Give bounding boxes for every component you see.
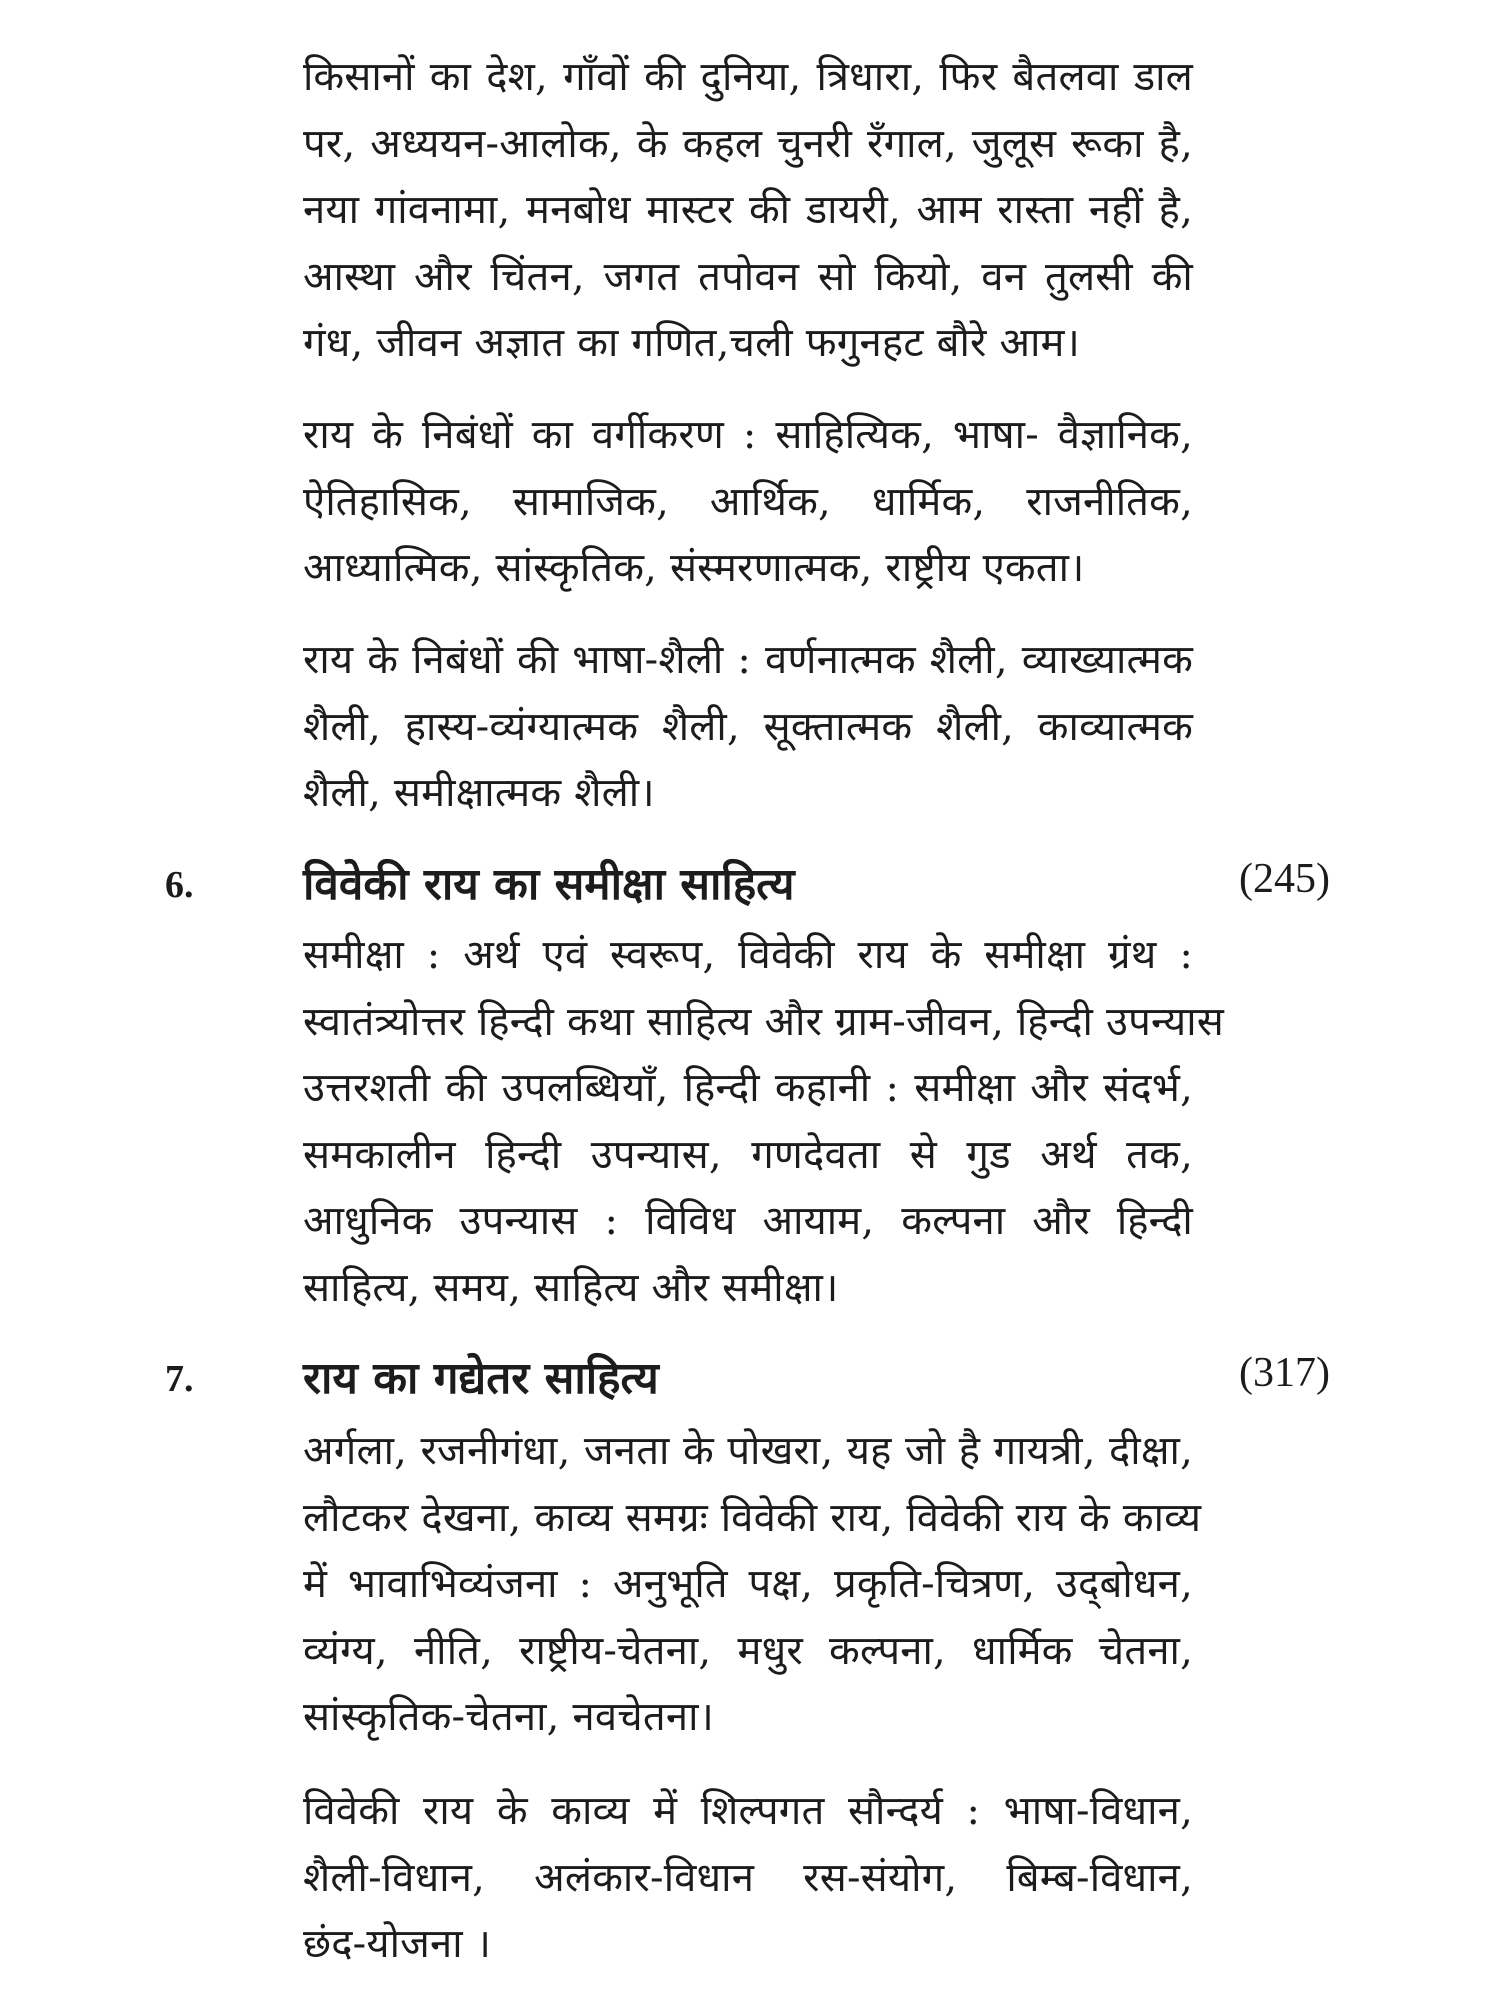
section-page-number: (245) [1239, 856, 1330, 902]
text-line: समकालीन हिन्दी उपन्यास, गणदेवता से गुड अर्थ तक, [303, 1131, 1193, 1178]
text-line: छंद-योजना । [303, 1921, 492, 1967]
text-line: में भावाभिव्यंजना : अनुभूति पक्ष, प्रकृति-चित्रण, उद्‌बोधन, [303, 1561, 1193, 1607]
section-page-number: (317) [1239, 1350, 1330, 1396]
text-line: समीक्षा : अर्थ एवं स्वरूप, विवेकी राय के समीक्षा ग्रंथ : [303, 932, 1193, 978]
text-line: लौटकर देखना, काव्य समग्रः विवेकी राय, विवेकी राय के काव्य [303, 1494, 1202, 1541]
section-paragraph [303, 1418, 1202, 1751]
text-line: उत्तरशती की उपलब्धियाँ, हिन्दी कहानी : समीक्षा और संदर्भ, [303, 1065, 1193, 1111]
intro-paragraph-style [303, 627, 1193, 827]
text-line: पर, अध्ययन-आलोक, के कहल चुनरी रँगाल, जुलूस रूका है, [303, 120, 1193, 167]
text-line: राय के निबंधों की भाषा-शैली : वर्णनात्मक शैली, व्याख्यात्मक [303, 637, 1193, 683]
text-line: गंध, जीवन अज्ञात का गणित,चली फगुनहट बौरे आम। [303, 320, 1081, 366]
text-line: साहित्य, समय, साहित्य और समीक्षा। [303, 1264, 839, 1311]
text-line: अर्गला, रजनीगंधा, जनता के पोखरा, यह जो है गायत्री, दीक्षा, [303, 1428, 1193, 1474]
section-paragraph [303, 1778, 1193, 1978]
text-line: विवेकी राय के काव्य में शिल्पगत सौन्दर्य : भाषा-विधान, [303, 1788, 1193, 1834]
text-line: राय के निबंधों का वर्गीकरण : साहित्यिक, भाषा- वैज्ञानिक, [303, 412, 1193, 458]
text-line: सांस्कृतिक-चेतना, नवचेतना। [303, 1694, 715, 1740]
text-line: स्वातंत्र्योत्तर हिन्दी कथा साहित्य और ग्राम-जीवन, हिन्दी उपन्यास [303, 998, 1225, 1045]
section-number: 6. [165, 864, 194, 906]
text-line: आध्यात्मिक, सांस्कृतिक, संस्मरणात्मक, राष्ट्रीय एकता। [303, 545, 1085, 591]
text-line: शैली, समीक्षात्मक शैली। [303, 770, 655, 816]
text-line: किसानों का देश, गाँवों की दुनिया, त्रिधारा, फिर बैतलवा डाल [303, 54, 1193, 100]
text-line: शैली-विधान, अलंकार-विधान रस-संयोग, बिम्ब-विधान, [303, 1854, 1193, 1901]
text-line: व्यंग्य, नीति, राष्ट्रीय-चेतना, मधुर कल्पना, धार्मिक चेतना, [303, 1627, 1193, 1674]
section-title: विवेकी राय का समीक्षा साहित्य [303, 859, 795, 910]
text-line: ऐतिहासिक, सामाजिक, आर्थिक, धार्मिक, राजनीतिक, [303, 478, 1193, 525]
section-title: राय का गद्येतर साहित्य [303, 1353, 659, 1404]
section-number: 7. [165, 1358, 194, 1400]
text-line: शैली, हास्य-व्यंग्यात्मक शैली, सूक्तात्मक शैली, काव्यात्मक [303, 703, 1193, 750]
text-line: नया गांवनामा, मनबोध मास्टर की डायरी, आम रास्ता नहीं है, [303, 187, 1193, 233]
intro-paragraph-works [303, 44, 1193, 377]
text-line: आधुनिक उपन्यास : विविध आयाम, कल्पना और हिन्दी [303, 1198, 1193, 1244]
section-paragraph [303, 922, 1225, 1321]
text-line: आस्था और चिंतन, जगत तपोवन सो कियो, वन तुलसी की [303, 253, 1193, 300]
intro-paragraph-classification [303, 402, 1193, 602]
